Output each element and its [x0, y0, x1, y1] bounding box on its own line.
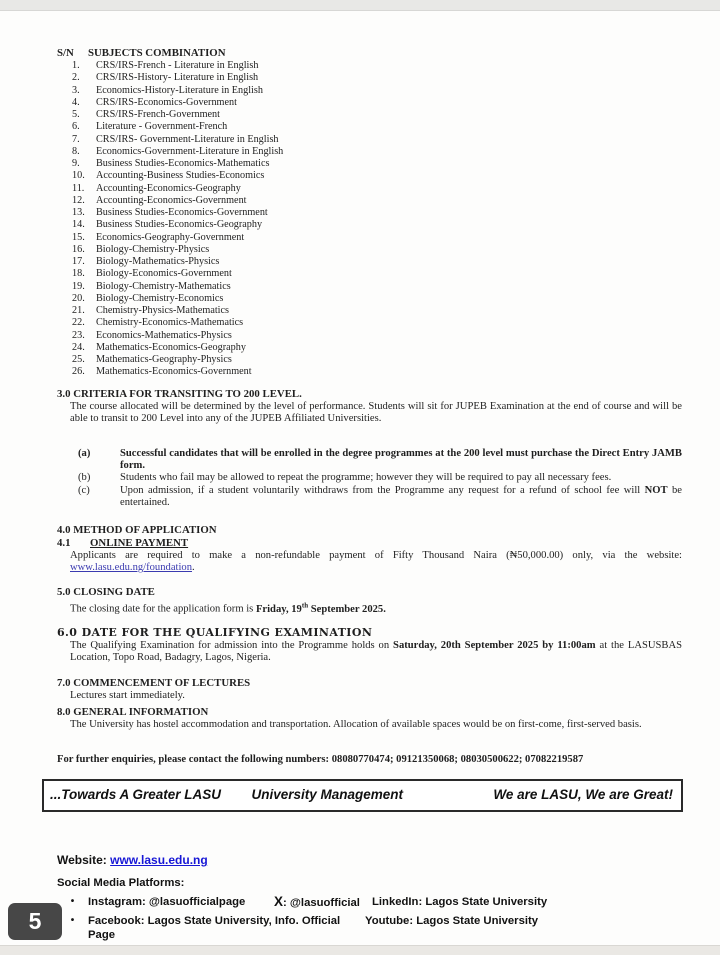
- subject-row-number: 12.: [72, 194, 85, 206]
- document-content: [50, 47, 683, 942]
- subject-row-text: Biology-Chemistry-Physics: [96, 243, 210, 255]
- subject-combination-row: [72, 305, 682, 317]
- subject-row-text: Business Studies-Economics-Geography: [96, 219, 263, 231]
- social-row-1: [57, 895, 682, 910]
- subject-row-number: 3.: [72, 84, 80, 96]
- subject-combination-row: [72, 281, 682, 293]
- subject-row-text: Mathematics-Geography-Physics: [96, 354, 232, 365]
- subject-row-text: Biology-Chemistry-Mathematics: [96, 280, 231, 292]
- column-header-sn: S/N: [57, 47, 74, 59]
- subject-row-number: 7.: [72, 133, 80, 145]
- subject-row-text: Economics-Geography-Government: [96, 231, 245, 243]
- section-7-commencement: [57, 677, 682, 702]
- subject-row-number: 15.: [72, 231, 85, 243]
- subject-combination-row: [72, 195, 682, 207]
- subject-combination-row: [72, 293, 682, 305]
- subject-row-text: Economics-History-Literature in English: [96, 84, 263, 96]
- subject-row-number: 26.: [72, 366, 85, 378]
- page-number-badge: [8, 903, 62, 940]
- subject-row-number: 24.: [72, 341, 85, 353]
- subject-row-number: 22.: [72, 317, 85, 329]
- subject-combination-row: [72, 244, 682, 256]
- section-3-criteria: [57, 388, 682, 509]
- subject-row-number: 1.: [72, 60, 80, 71]
- section-5-closing-date: [57, 586, 682, 616]
- subject-row-text: Biology-Economics-Government: [96, 268, 232, 280]
- subject-combination-row: [72, 330, 682, 342]
- section-4-body: [70, 550, 682, 574]
- subject-combination-row: [72, 60, 682, 72]
- subject-row-number: 5.: [72, 109, 80, 120]
- subject-combination-row: [72, 121, 682, 133]
- banner-right-text: We are LASU, We are Great!: [493, 786, 673, 802]
- point-c-label: (c): [78, 484, 90, 496]
- subject-row-text: Chemistry-Economics-Mathematics: [96, 317, 244, 329]
- foundation-payment-link[interactable]: www.lasu.edu.ng/foundation: [70, 562, 193, 574]
- point-a: [57, 448, 682, 472]
- subject-combination-row: [72, 342, 682, 354]
- point-c: [57, 485, 682, 509]
- subject-row-number: 13.: [72, 207, 85, 218]
- closing-date-ordinal: th: [301, 601, 309, 610]
- instagram-handle: Instagram: @lasuofficialpage: [88, 895, 246, 908]
- section-3-heading: 3.0 CRITERIA FOR TRANSITING TO 200 LEVEL.: [57, 387, 302, 400]
- subject-row-number: 23.: [72, 329, 85, 341]
- x-handle: [274, 895, 372, 910]
- youtube-channel: Youtube: Lagos State University: [365, 914, 539, 927]
- subject-combination-row: [72, 268, 682, 280]
- closing-date-value: [255, 601, 386, 615]
- subject-row-number: 2.: [72, 72, 80, 84]
- social-media-heading: Social Media Platforms:: [57, 876, 185, 889]
- section-3-body: The course allocated will be determined by the level of performance. Students will sit for JUPEB Examination at the end of course and will be able to transit to 200 Level into any of the JUPEB Affiliated Universities.: [70, 400, 682, 424]
- subject-row-text: Mathematics-Economics-Geography: [96, 341, 246, 353]
- subjects-combination-section: [57, 47, 682, 379]
- subject-combination-row: [72, 183, 682, 195]
- facebook-page: Facebook: Lagos State University, Info. Official Page: [88, 914, 341, 941]
- section-6-heading: 6.0 DATE FOR THE QUALIFYING EXAMINATION: [57, 626, 373, 640]
- subject-combination-row: [72, 109, 682, 121]
- subject-combination-row: [72, 207, 682, 219]
- subject-row-number: 16.: [72, 243, 85, 255]
- section-4-1-number: 4.1: [57, 536, 71, 549]
- motto-banner: [42, 779, 683, 812]
- column-header-title: SUBJECTS COMBINATION: [88, 47, 226, 59]
- subject-row-text: CRS/IRS-History- Literature in English: [96, 72, 259, 84]
- page-number: 5: [28, 908, 42, 934]
- section-5-heading: 5.0 CLOSING DATE: [57, 586, 155, 599]
- section-3-points: [57, 448, 682, 509]
- subject-row-text: Accounting-Economics-Government: [96, 194, 247, 206]
- point-c-text: [120, 485, 682, 509]
- website-label: Website:: [57, 852, 111, 867]
- point-c-text-pre: Upon admission, if a student voluntarily withdraws from the Programme any request for a refund of school fee will: [120, 484, 645, 496]
- section-4-body-end: .: [192, 562, 195, 574]
- point-c-text-post: be entertained.: [120, 484, 682, 508]
- x-logo-icon: X: [274, 893, 284, 909]
- subject-row-text: CRS/IRS-French - Literature in English: [96, 60, 259, 71]
- subject-combination-row: [72, 219, 682, 231]
- subject-row-number: 19.: [72, 280, 85, 292]
- subject-combination-row: [72, 317, 682, 329]
- subject-row-text: Accounting-Economics-Geography: [96, 182, 241, 194]
- subject-combination-row: [72, 366, 682, 378]
- linkedin-handle: LinkedIn: Lagos State University: [372, 895, 548, 908]
- closing-date-text: The closing date for the application form is: [70, 603, 256, 615]
- point-b-text: Students who fail may be allowed to repeat the programme; however they will be required to pay all necessary fees.: [120, 472, 612, 484]
- section-4-heading: 4.0 METHOD OF APPLICATION: [57, 523, 217, 536]
- section-4-method-of-application: [57, 524, 682, 574]
- subject-combination-row: [72, 72, 682, 84]
- subject-combination-row: [72, 158, 682, 170]
- subject-row-text: Accounting-Business Studies-Economics: [96, 170, 265, 182]
- social-row-2: [57, 914, 682, 942]
- subject-combination-row: [72, 85, 682, 97]
- subject-row-number: 18.: [72, 268, 85, 280]
- x-handle-text: : @lasuofficial: [283, 896, 360, 909]
- subject-row-text: CRS/IRS- Government-Literature in English: [96, 133, 279, 145]
- section-4-body-text: Applicants are required to make a non-refundable payment of Fifty Thousand Naira (₦50,000.00) only, via the website:: [70, 549, 682, 561]
- page-bottom-edge: [0, 945, 720, 955]
- subject-row-number: 14.: [72, 219, 85, 231]
- point-b-label: (b): [78, 472, 91, 484]
- subject-row-text: Biology-Mathematics-Physics: [96, 256, 220, 267]
- subject-combination-row: [72, 97, 682, 109]
- subject-combination-row: [72, 170, 682, 182]
- section-8-heading: 8.0 GENERAL INFORMATION: [57, 705, 209, 718]
- website-link[interactable]: www.lasu.edu.ng: [110, 852, 208, 867]
- subject-row-text: CRS/IRS-Economics-Government: [96, 96, 237, 108]
- exam-body-pre: The Qualifying Examination for admission into the Programme holds on: [70, 640, 394, 652]
- section-8-general-information: [57, 706, 682, 731]
- subject-row-text: Biology-Chemistry-Economics: [96, 292, 224, 304]
- subject-row-number: 11.: [72, 182, 85, 194]
- subject-row-text: CRS/IRS-French-Government: [96, 109, 220, 120]
- subjects-list: [72, 60, 682, 379]
- subject-row-text: Chemistry-Physics-Mathematics: [96, 305, 229, 316]
- subjects-list-header: [57, 47, 682, 60]
- exam-body-post: at the LASUSBAS Location, Topo Road, Badagry, Lagos, Nigeria.: [70, 640, 683, 664]
- website-line: [57, 853, 682, 867]
- subject-combination-row: [72, 134, 682, 146]
- point-a-label: (a): [78, 447, 91, 459]
- subject-row-number: 10.: [72, 170, 85, 182]
- subject-row-text: Economics-Government-Literature in English: [96, 145, 284, 157]
- subject-row-text: Mathematics-Economics-Government: [96, 366, 252, 378]
- section-8-body: The University has hostel accommodation and transportation. Allocation of available spaces would be on first-come, first-served basis.: [70, 718, 642, 730]
- bullet-icon: •: [70, 895, 75, 907]
- subject-row-number: 6.: [72, 121, 80, 133]
- subject-row-text: Business Studies-Economics-Mathematics: [96, 158, 270, 169]
- subject-combination-row: [72, 354, 682, 366]
- subject-row-number: 9.: [72, 158, 80, 169]
- subject-row-number: 21.: [72, 305, 85, 316]
- subject-combination-row: [72, 146, 682, 158]
- subject-row-text: Economics-Mathematics-Physics: [96, 329, 232, 341]
- section-4-1-online-payment: [57, 537, 682, 550]
- subject-row-number: 4.: [72, 96, 80, 108]
- point-c-not: NOT: [644, 484, 668, 496]
- subject-combination-row: [72, 256, 682, 268]
- enquiries-line: For further enquiries, please contact the following numbers: 08080770474; 09121350068; 08030500622; 07082219587: [57, 753, 584, 765]
- subject-row-number: 25.: [72, 354, 85, 365]
- section-4-1-heading: ONLINE PAYMENT: [90, 536, 189, 549]
- section-6-body: [70, 640, 682, 664]
- section-6-qualifying-examination: [57, 626, 682, 664]
- bullet-icon: •: [70, 914, 75, 926]
- exam-date-value: Saturday, 20th September 2025 by 11:00am: [393, 640, 596, 652]
- closing-date-month: September 2025.: [308, 603, 386, 615]
- subject-row-text: Business Studies-Economics-Government: [96, 207, 268, 218]
- section-7-heading: 7.0 COMMENCEMENT OF LECTURES: [57, 677, 251, 690]
- subject-row-number: 8.: [72, 145, 80, 157]
- section-5-body: [70, 599, 682, 616]
- section-7-body: Lectures start immediately.: [70, 690, 185, 702]
- banner-center-text: University Management: [251, 786, 403, 802]
- subject-row-number: 20.: [72, 292, 85, 304]
- page-top-edge: [0, 0, 720, 11]
- subject-combination-row: [72, 232, 682, 244]
- subject-row-text: Literature - Government-French: [96, 121, 228, 133]
- banner-left-text: ...Towards A Greater LASU: [50, 786, 222, 802]
- point-b: [57, 472, 682, 484]
- subject-row-number: 17.: [72, 256, 85, 267]
- closing-date-day: Friday, 19: [255, 603, 302, 615]
- point-a-text: Successful candidates that will be enrolled in the degree programmes at the 200 level must purchase the Direct Entry JAMB form.: [120, 447, 682, 472]
